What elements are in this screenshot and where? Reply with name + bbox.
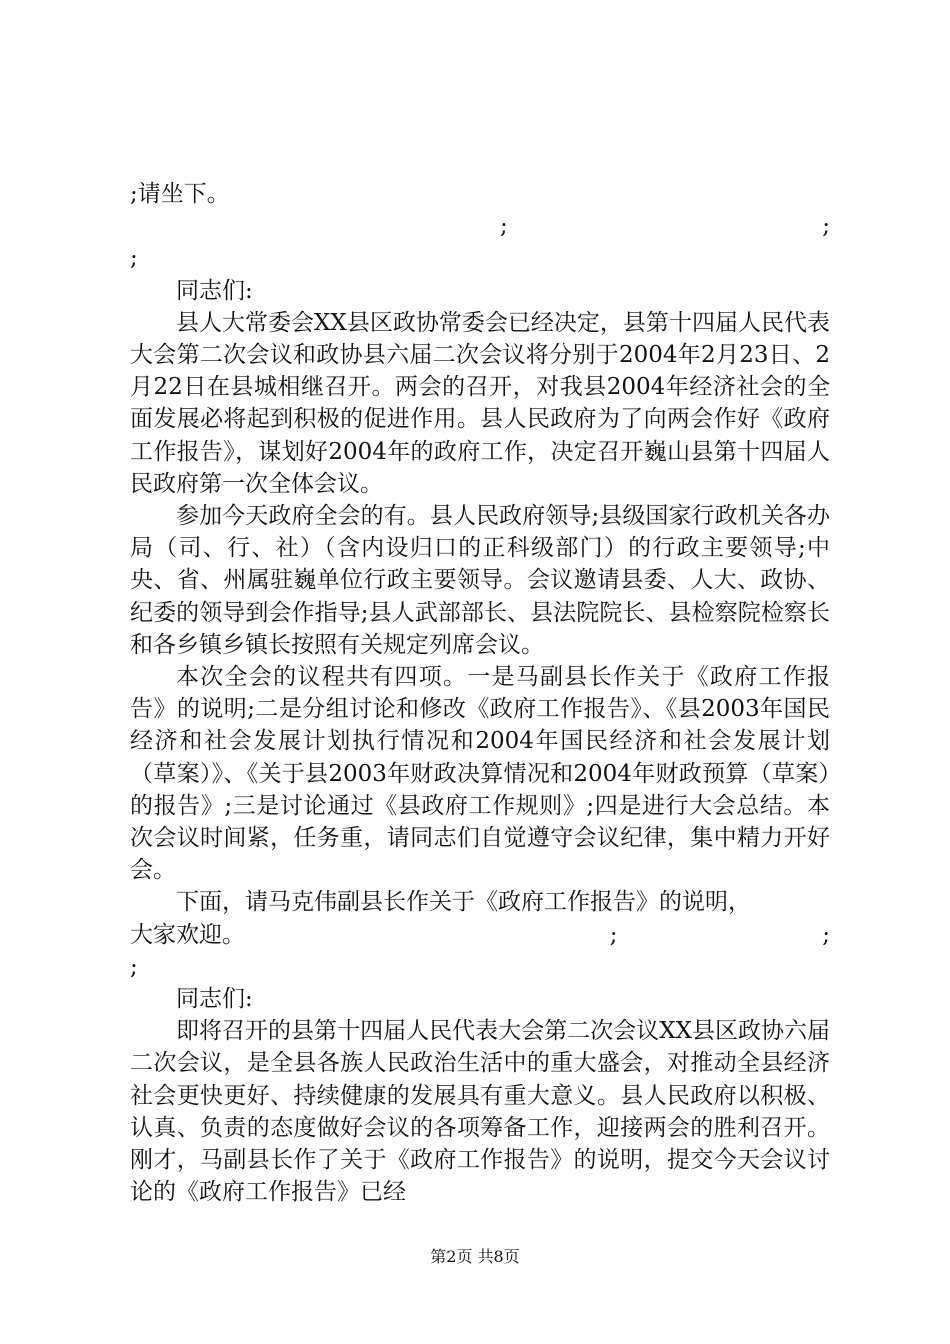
separator-row <box>130 210 830 242</box>
paragraph: 即将召开的县第十四届人民代表大会第二次会议XX县区政协六届二次会议，是全县各族人民政治生活中的重大盛会，对推动全县经济社会更快更好、持续健康的发展具有重大意义。县人民政府以积极、认真、负责的态度做好会议的各项筹备工作，迎接两会的胜利召开。刚才，马副县长作了关于《政府工作报告》的说明，提交今天会议讨论的《政府工作报告》已经 <box>130 1018 830 1206</box>
separator-mark: ; <box>822 213 830 240</box>
paragraph: 本次全会的议程共有四项。一是马副县长作关于《政府工作报告》的说明;二是分组讨论和修改《政府工作报告》、《县2003年国民经济和社会发展计划执行情况和2004年国民经济和社会发展计划（草案）》、《关于县2003年财政决算情况和2004年财政预算（草案）的报告》;三是讨论通过《县政府工作规则》;四是进行大会总结。本次会议时间紧，任务重，请同志们自觉遵守会议纪律，集中精力开好会。 <box>130 664 830 884</box>
greeting: 同志们: <box>176 986 253 1012</box>
paragraph: 参加今天政府全会的有。县人民政府领导;县级国家行政机关各办局（司、行、社）（含内设归口的正科级部门）的行政主要领导;中央、省、州属驻巍单位行政主要领导。会议邀请县委、人大、政协、纪委的领导到会作指导;县人武部部长、县法院院长、县检察院检察长和各乡镇乡镇长按照有关规定列席会议。 <box>130 502 830 658</box>
separator-line: ; <box>130 953 138 980</box>
separator-mark: ; <box>822 921 830 948</box>
welcome-text: 大家欢迎。 <box>130 921 245 948</box>
page-number: 第2页 共8页 <box>430 1247 520 1266</box>
greeting: 同志们: <box>176 277 253 304</box>
opening-line: ;请坐下。 <box>130 181 230 207</box>
separator-mark: ; <box>609 921 618 948</box>
separator-line: ; <box>130 245 138 272</box>
paragraph: 县人大常委会XX县区政协常委会已经决定，县第十四届人民代表大会第二次会议和政协县六届二次会议将分别于2004年2月23日、2月22日在县城相继召开。两会的召开，对我县2004年经济社会的全面发展必将起到积极的促进作用。县人民政府为了向两会作好《政府工作报告》，谋划好2004年的政府工作，决定召开巍山县第十四届人民政府第一次全体会议。 <box>130 309 830 497</box>
welcome-row <box>130 919 830 951</box>
document-body <box>130 178 830 1208</box>
paragraph: 下面，请马克伟副县长作关于《政府工作报告》的说明， <box>176 889 751 916</box>
separator-mark: ; <box>500 213 508 240</box>
